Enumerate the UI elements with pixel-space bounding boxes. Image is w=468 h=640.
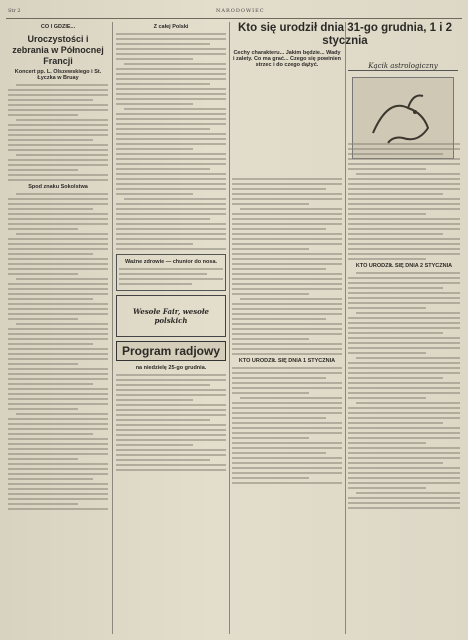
- radio-program-body: [116, 374, 226, 471]
- article-body: [348, 272, 460, 509]
- section-label: KTO URODZIŁ SIĘ DNIA 1 STYCZNIA: [238, 358, 336, 364]
- astrology-subheadline: Cechy charakteru... Jakim będzie... Wady i zalety. Co ma grać... Czego się powinien strzec i do czego dążyć.: [232, 50, 342, 68]
- article-body: [232, 178, 342, 355]
- article-body: [348, 143, 460, 260]
- astrology-corner-label: Kącik astrologiczny: [348, 62, 458, 71]
- article-body: [8, 193, 108, 510]
- article-subheadline: Koncert pp. L. Olszewskiego i St. Łyczka w Bruay: [14, 69, 102, 81]
- page-number: Str 2: [8, 8, 21, 14]
- article-body: [8, 84, 108, 181]
- column-1: [8, 22, 108, 634]
- column-4: [348, 140, 460, 634]
- radio-program-title: Program radjowy: [116, 341, 226, 361]
- column-rule: [229, 22, 230, 634]
- column-2: [116, 22, 226, 634]
- section-label: CO I GDZIE...: [40, 24, 76, 30]
- advertisement: [116, 295, 226, 337]
- article-body: [116, 33, 226, 250]
- article-body: [232, 367, 342, 484]
- radio-program-date: na niedzielę 25-go grudnia.: [135, 365, 207, 371]
- masthead: NARODOWIEC: [216, 8, 265, 14]
- article-headline: Uroczystości i zebrania w Północnej Francji: [12, 34, 104, 66]
- ad-text: Wesołe Fair, wesołe polskich: [132, 307, 209, 325]
- notice-title: Ważne zdrowie — chunior do nosa.: [124, 259, 218, 265]
- page-header: [8, 6, 460, 16]
- section-label: KTO URODZIŁ SIĘ DNIA 2 STYCZNIA: [355, 263, 453, 269]
- section-label: Spod znaku Sokolstwa: [28, 184, 88, 190]
- column-rule: [112, 22, 113, 634]
- header-rule: [6, 18, 462, 19]
- astrology-headline: Kto się urodził dnia 31-go grudnia, 1 i 2 stycznia: [237, 22, 453, 47]
- section-label: Z całej Polski: [153, 24, 189, 30]
- notice-box: [116, 254, 226, 291]
